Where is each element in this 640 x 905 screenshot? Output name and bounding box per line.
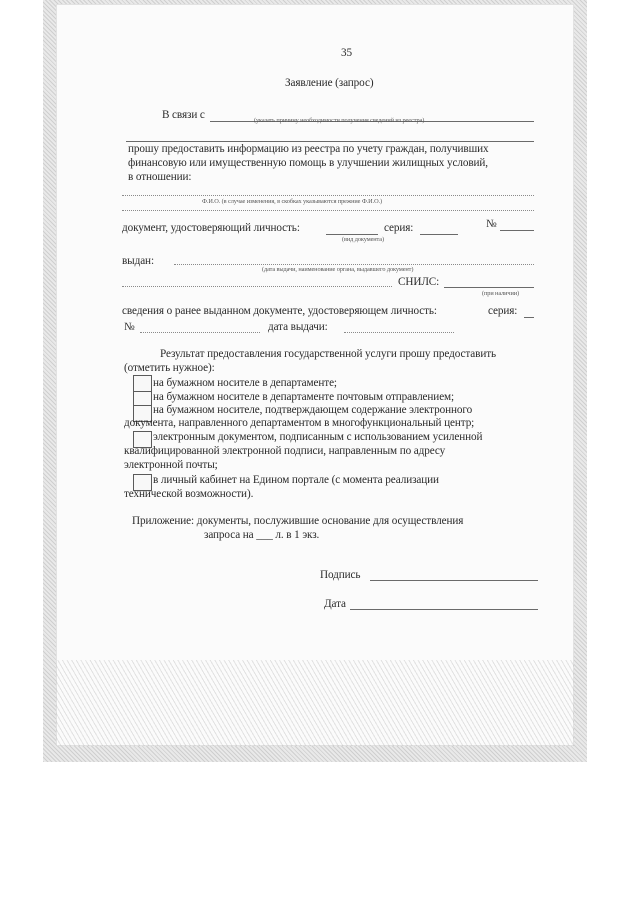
doc-type-caption: (вид документа) — [342, 236, 384, 243]
fio-field-continued[interactable] — [122, 210, 534, 211]
date-field[interactable] — [350, 609, 538, 610]
doc-type-field[interactable] — [326, 234, 378, 235]
snils-label: СНИЛС: — [398, 276, 440, 288]
snils-field[interactable] — [444, 287, 534, 288]
series-field[interactable] — [420, 234, 458, 235]
option-1-line-1: на бумажном носителе в департаменте; — [153, 377, 337, 389]
option-5-line-1: в личный кабинет на Едином портале (с момента реализации — [153, 474, 439, 486]
request-line-1: прошу предоставить информацию из реестра по учету граждан, получивших — [128, 143, 489, 155]
fio-caption: Ф.И.О. (в случае изменения, в скобках указываются прежние Ф.И.О.) — [202, 198, 383, 205]
option-4-line-2: квалифицированной электронной подписи, направленным по адресу — [124, 445, 446, 457]
option-4-line-1: электронным документом, подписанным с использованием усиленной — [153, 431, 483, 443]
reason-field-continued[interactable] — [126, 141, 534, 142]
option-5-line-2: технической возможности). — [124, 488, 254, 500]
previous-series-label: серия: — [488, 305, 518, 317]
option-3-line-2: документа, направленного департаментом в многофункциональный центр; — [124, 417, 475, 429]
option-2-line-1: на бумажном носителе в департаменте почтовым отправлением; — [153, 391, 455, 403]
page-number: 35 — [341, 47, 352, 59]
option-paper-department-checkbox[interactable] — [133, 375, 152, 392]
issued-field[interactable] — [174, 264, 534, 265]
attachment-line-2: запроса на ___ л. в 1 экз. — [204, 529, 320, 541]
issue-date-field[interactable] — [344, 332, 454, 333]
previous-document-label: сведения о ранее выданном документе, удостоверяющем личность: — [122, 305, 437, 317]
attachment-line-1: Приложение: документы, послужившие основание для осуществления — [132, 515, 464, 527]
document-title: Заявление (запрос) — [285, 77, 374, 89]
signature-label: Подпись — [320, 569, 361, 581]
fio-field[interactable] — [122, 195, 534, 196]
id-document-label: документ, удостоверяющий личность: — [122, 222, 300, 234]
signature-field[interactable] — [370, 580, 538, 581]
snils-caption: (при наличии) — [482, 290, 519, 297]
issued-field-continued[interactable] — [122, 286, 392, 287]
date-label: Дата — [324, 598, 346, 610]
previous-number-field[interactable] — [140, 332, 260, 333]
result-line-2: (отметить нужное): — [124, 362, 215, 374]
scan-noise — [56, 660, 574, 746]
previous-series-field[interactable] — [524, 317, 534, 318]
option-4-line-3: электронной почты; — [124, 459, 218, 471]
reason-caption: (указать причину необходимости получения сведений из реестра) — [254, 117, 425, 124]
in-connection-label: В связи с — [162, 109, 205, 121]
number-sign: № — [486, 218, 497, 230]
request-line-3: в отношении: — [128, 171, 192, 183]
result-line-1: Результат предоставления государственной услуги прошу предоставить — [160, 348, 497, 360]
previous-number-sign: № — [124, 321, 135, 333]
number-field[interactable] — [500, 230, 534, 231]
request-line-2: финансовую или имущественную помощь в улучшении жилищных условий, — [128, 157, 488, 169]
option-3-line-1: на бумажном носителе, подтверждающем содержание электронного — [153, 404, 473, 416]
issued-label: выдан: — [122, 255, 154, 267]
series-label: серия: — [384, 222, 414, 234]
issued-caption: (дата выдачи, наименование органа, выдавшего документ) — [262, 266, 414, 273]
issue-date-label: дата выдачи: — [268, 321, 328, 333]
